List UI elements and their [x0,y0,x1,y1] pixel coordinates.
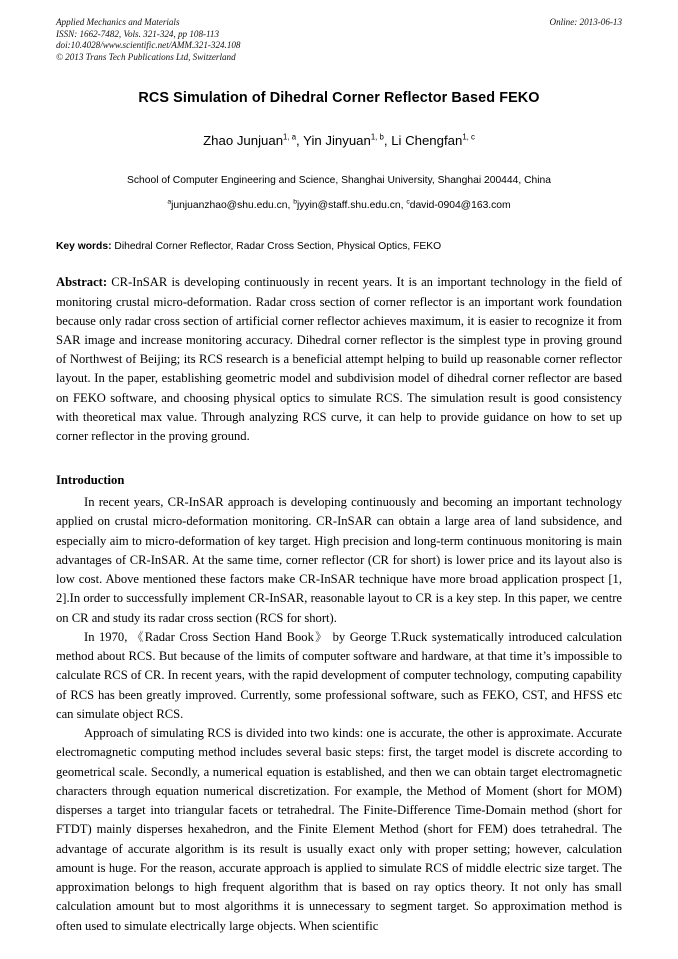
page-content [56,17,622,936]
abstract-label: Abstract: [56,275,108,290]
copyright-line: © 2013 Trans Tech Publications Ltd, Switzerland [56,51,236,62]
email-marker-2: b [293,198,298,206]
para2-prefix: In 1970, [84,629,132,644]
author-affil-marker-3: 1, c [462,132,475,142]
author-affil-marker-2: 1, b [370,132,384,142]
doi-line: doi:10.4028/www.scientific.net/AMM.321-324.108 [56,40,241,51]
email-address-1: junjuanzhao@shu.edu.cn, [171,200,294,212]
email-marker-3: c [406,198,410,206]
author-name-2: Yin Jinyuan [303,133,371,149]
author-list [56,132,622,149]
author-name-3: Li Chengfan [391,133,463,149]
para2-suffix: by George T.Ruck systematically introduced calculation method about RCS. But because of the limits of computer software and hardware, at that time it’s impossible to calculate RCS of CR. In recent years, with the rapid development of computer technology, computing capability of RCS has been greatly improved. Currently, some professional software, such as FEKO, CST, and HFSS etc can simulate object RCS. [56,629,623,721]
introduction-paragraph-3: Approach of simulating RCS is divided into two kinds: one is accurate, the other is approximate. Accurate electromagnetic computing method includes several basic steps: first, the target model is discrete according to geometrical scale. Secondly, a numerical equation is established, and then we can obtain target electromagnetic characters through equation numerical discretization. For example, the Method of Moment (short for MOM) disperses a target into triangular facets or tetrahedral. The Finite-Difference Time-Domain method (short for FTDT) mainly disperses hexahedron, and the Finite Element Method (short for FEM) does tetrahedral. The advantage of accurate algorithm is its result is usually exact only with proper setting; however, calculation amount is huge. For the reason, accurate approach is applied to simulate RCS of middle electric size target. The approximation belongs to high frequent algorithm that is based on ray optics theory. It not only has small calculation amount but to most algorithms it is unnecessary to segment target. So approximation method is often used to simulate electrically large objects. When scientific [56,726,622,933]
affiliation: School of Computer Engineering and Science, Shanghai University, Shanghai 200444, China [127,175,551,187]
email-marker-1: a [167,198,172,206]
email-address-3: david-0904@163.com [409,200,511,212]
introduction-paragraph-2 [56,628,622,724]
author-separator-1: , [296,133,304,149]
author-name-1: Zhao Junjuan [203,133,284,149]
section-heading-introduction: Introduction [56,473,125,488]
author-separator-2: , [383,133,392,149]
author-emails [56,199,622,213]
keywords-label: Key words: [56,241,112,253]
page-title: RCS Simulation of Dihedral Corner Reflector Based FEKO [138,90,540,107]
masthead [56,17,622,63]
author-affil-marker-1: 1, a [283,132,297,142]
abstract-text: CR-InSAR is developing continuously in recent years. It is an important technology in the field of monitoring crustal micro-deformation. Radar cross section of corner reflector is an important work foundation because only radar cross section of artificial corner reflector achieves maximum, it is easier to recognize it from SAR image and increase monitoring accuracy. Dihedral corner reflector is the simplest type in proving ground of Northwest of Beijing; its RCS research is a beneficial attempt helping to build up reasonable corner reflector layout. In the paper, establishing geometric model and subdivision model of dihedral corner reflector are based on FEKO software, and choosing physical optics to simulate RCS. The simulation result is good consistency with theoretical max value. Through analyzing RCS curve, it can help to provide guidance on how to set up corner reflector in the proving ground. [56,275,622,443]
abstract-block [56,273,622,446]
keywords-line [56,240,622,254]
book-quote-close: 》 [313,629,329,644]
issn-line: ISSN: 1662-7482, Vols. 321-324, pp 108-113 [56,28,220,39]
introduction-paragraph-1: In recent years, CR-InSAR approach is developing continuously and becoming an important technology applied on crustal micro-deformation monitoring. CR-InSAR can obtain a large area of land subsidence, and especially aim to micro-deformation of key target. High precision and long-term continuous monitoring is main advantages of CR-InSAR. At the same time, corner reflector (CR for short) is lower price and its layout also is low cost. Above mentioned these factors make CR-InSAR technique have more broad application prospect [1, 2].In order to successfully implement CR-InSAR, reasonable layout to CR is a key step. In this paper, we centre on CR and study its radar cross section (RCS for short). [56,495,622,625]
book-quote-open: 《 [131,629,145,644]
online-date: Online: 2013-06-13 [549,17,622,27]
email-address-2: jyyin@staff.shu.edu.cn, [297,200,407,212]
masthead-top-row [56,17,622,29]
keywords-value: Dihedral Corner Reflector, Radar Cross Section, Physical Optics, FEKO [111,241,442,253]
book-title: Radar Cross Section Hand Book [144,629,314,644]
journal-name: Applied Mechanics and Materials [56,17,180,27]
